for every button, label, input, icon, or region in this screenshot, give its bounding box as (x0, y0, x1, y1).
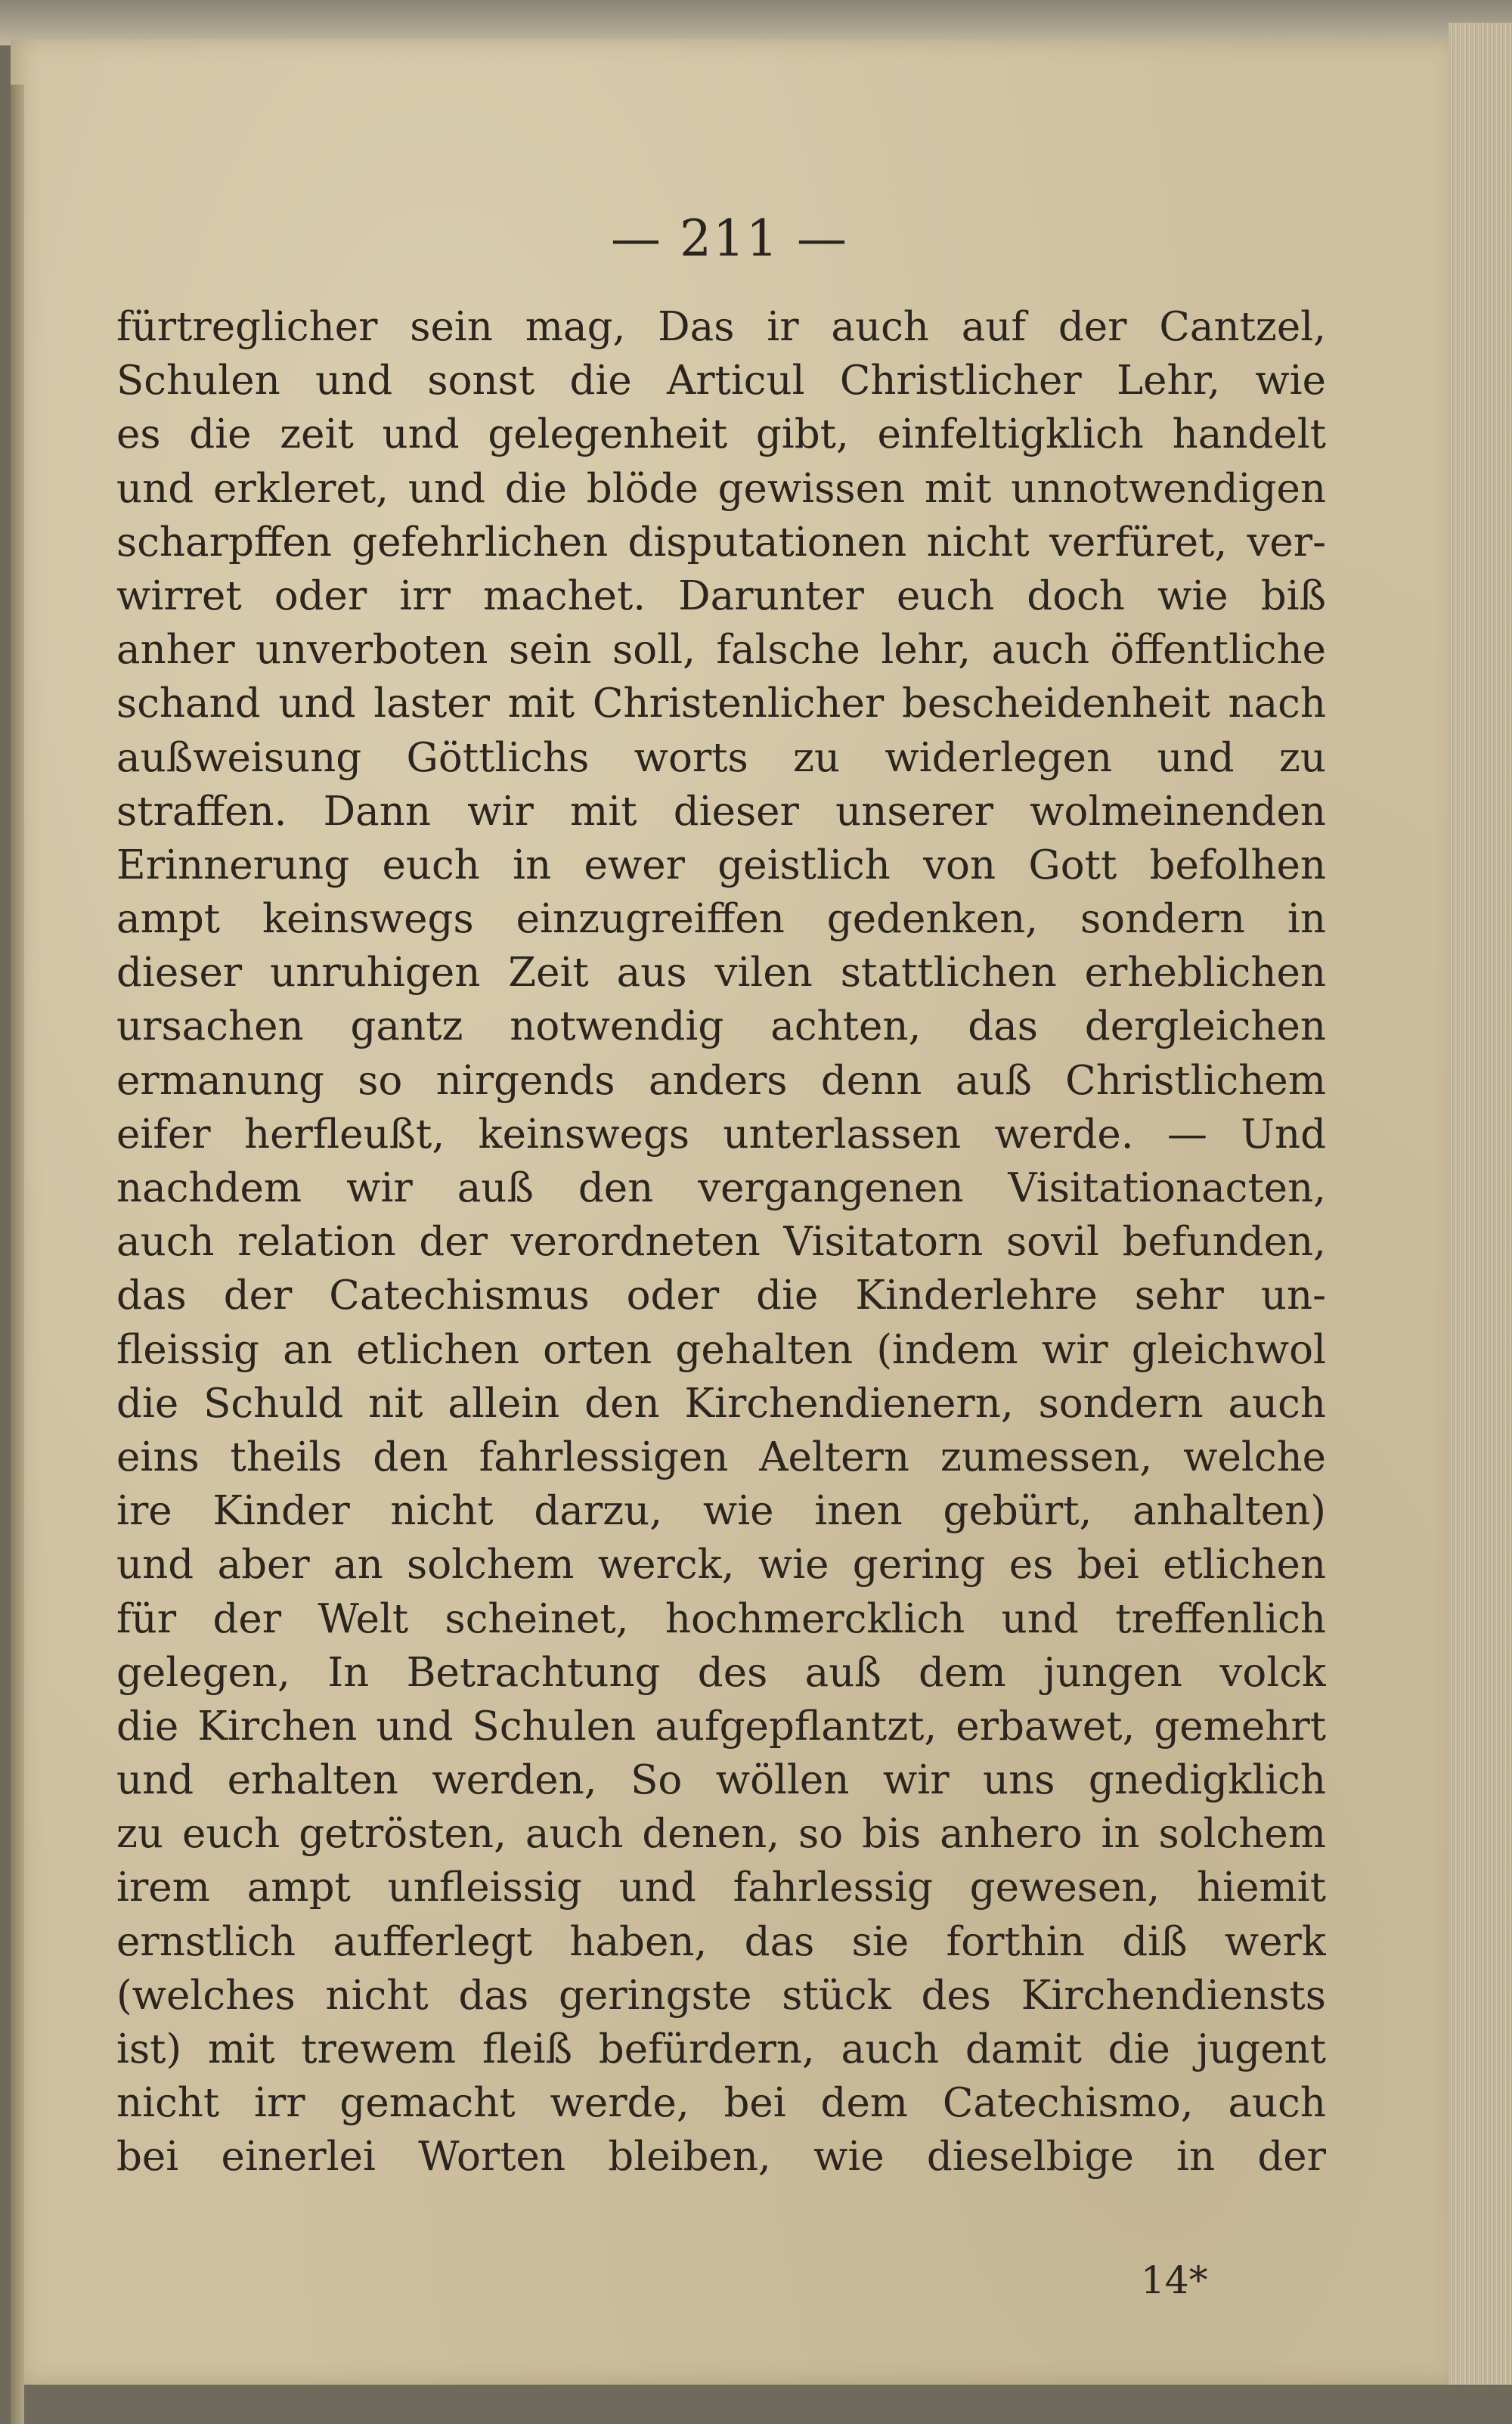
text-line: scharpffen gefehrlichen disputationen nicht verfüret, ver- (116, 519, 1326, 566)
text-line: und aber an solchem werck, wie gering es bei etlichen (116, 1542, 1326, 1589)
text-line: ernstlich aufferlegt haben, das sie forthin diß werk (116, 1918, 1326, 1965)
text-line: es die zeit und gelegenheit gibt, einfeltigklich handelt (116, 411, 1326, 458)
text-line: auch relation der verordneten Visitatorn sovil befunden, (116, 1219, 1326, 1266)
text-line: die Schuld nit allein den Kirchendienern, sondern auch (116, 1380, 1326, 1427)
text-line: außweisung Göttlichs worts zu widerlegen und zu (116, 734, 1326, 781)
text-line: ist) mit trewem fleiß befürdern, auch damit die jugent (116, 2026, 1326, 2072)
text-line: das der Catechismus oder die Kinderlehre sehr un- (116, 1272, 1326, 1319)
text-line: fürtreglicher sein mag, Das ir auch auf der Cantzel, (116, 304, 1326, 350)
text-line: straffen. Dann wir mit dieser unserer wolmeinenden (116, 788, 1326, 835)
text-line: nachdem wir auß den vergangenen Visitationacten, (116, 1165, 1326, 1211)
text-line: zu euch getrösten, auch denen, so bis anhero in solchem (116, 1811, 1326, 1858)
text-line: schand und laster mit Christenlicher bescheidenheit nach (116, 680, 1326, 727)
text-line: für der Welt scheinet, hochmercklich und treffenlich (116, 1595, 1326, 1642)
text-line: und erkleret, und die blöde gewissen mit unnotwendigen (116, 465, 1326, 512)
text-line: anher unverboten sein soll, falsche lehr, auch öffentliche (116, 627, 1326, 674)
text-line: bei einerlei Worten bleiben, wie dieselbige in der (116, 2134, 1326, 2181)
page-number-header: — 211 — (611, 209, 848, 268)
text-line: Schulen und sonst die Articul Christlicher Lehr, wie (116, 358, 1326, 405)
text-line: nicht irr gemacht werde, bei dem Catechismo, auch (116, 2080, 1326, 2127)
book-page (11, 39, 1448, 2385)
text-line: dieser unruhigen Zeit aus vilen stattlichen erheblichen (116, 950, 1326, 997)
text-line: ursachen gantz notwendig achten, das dergleichen (116, 1003, 1326, 1050)
text-line: (welches nicht das geringste stück des Kirchendiensts (116, 1972, 1326, 2019)
text-line: die Kirchen und Schulen aufgepflantzt, erbawet, gemehrt (116, 1703, 1326, 1750)
text-line: und erhalten werden, So wöllen wir uns gnedigklich (116, 1757, 1326, 1804)
scan-background (0, 0, 1512, 45)
text-line: gelegen, In Betrachtung des auß dem jungen volck (116, 1649, 1326, 1696)
text-line: eifer herfleußt, keinswegs unterlassen werde. — Und (116, 1111, 1326, 1158)
text-line: ermanung so nirgends anders denn auß Christlichem (116, 1057, 1326, 1104)
printer-signature-mark: 14* (1141, 2258, 1208, 2302)
text-line: fleissig an etlichen orten gehalten (indem wir gleichwol (116, 1326, 1326, 1373)
text-line: ire Kinder nicht darzu, wie inen gebürt, anhalten) (116, 1488, 1326, 1535)
book-gutter (11, 85, 24, 2424)
page-body-text (116, 300, 1326, 2184)
text-line: wirret oder irr machet. Darunter euch doch wie biß (116, 572, 1326, 619)
page-edges (1448, 23, 1512, 2385)
text-line: Erinnerung euch in ewer geistlich von Gott befolhen (116, 842, 1326, 888)
text-line: ampt keinswegs einzugreiffen gedenken, sondern in (116, 896, 1326, 943)
text-line: irem ampt unfleissig und fahrlessig gewesen, hiemit (116, 1864, 1326, 1911)
text-line: eins theils den fahrlessigen Aeltern zumessen, welche (116, 1434, 1326, 1480)
